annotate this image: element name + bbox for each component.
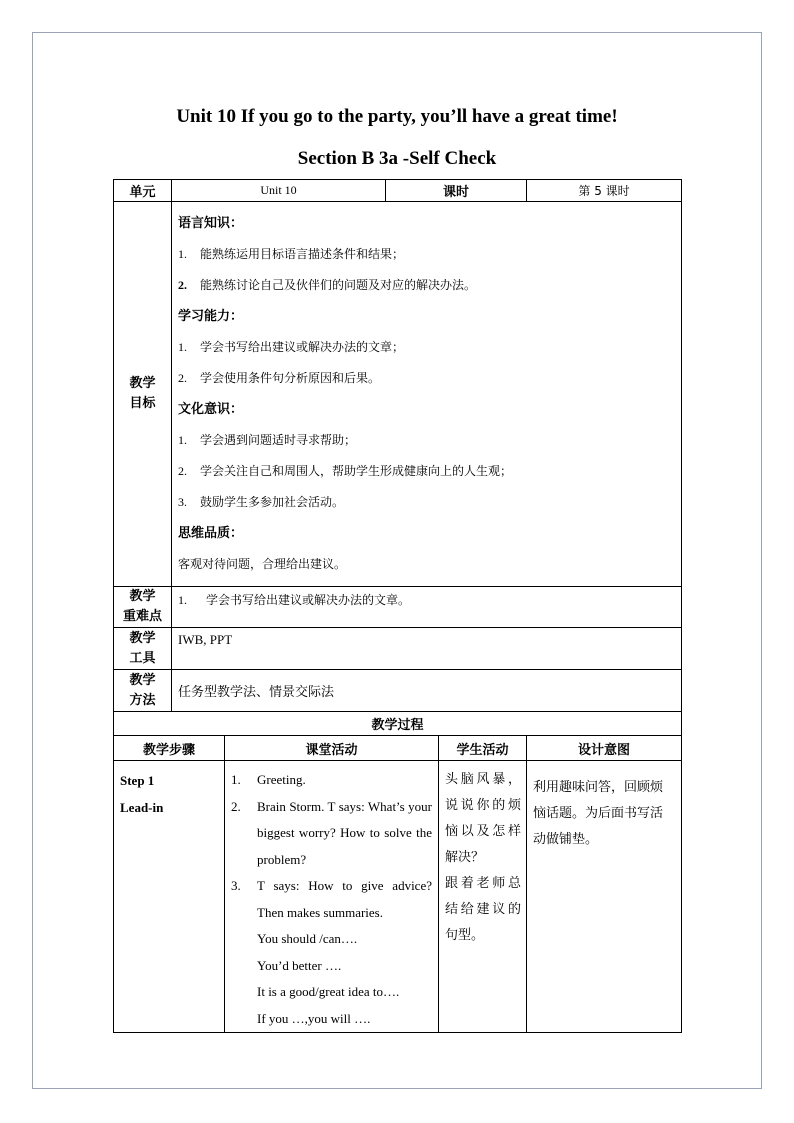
tools-label [114,628,172,670]
col-header-activity: 课堂活动 [225,736,439,761]
document-title: Unit 10 If you go to the party, you’ll have a great time! [176,106,618,127]
unit-row [114,180,682,202]
col-header-student: 学生活动 [439,736,527,761]
objective-heading-thinking: 思维品质： [178,526,244,541]
difficulty-label [114,587,172,628]
objectives-label-text: 教学 目标 [129,376,156,411]
difficulty-content [172,587,682,628]
activity-item: 1. Greeting. [231,772,306,787]
tools-row [114,628,682,670]
difficulty-row [114,587,682,628]
objective-heading-language: 语言知识： [178,216,244,231]
col-header-step: 教学步骤 [114,736,225,761]
difficulty-num: 1. [178,593,187,607]
activity-item: 2. Brain Storm. T says: What’s your biggest worry? How to solve the problem? [231,798,432,867]
process-title-row [114,712,682,736]
col-header-design: 设计意图 [527,736,682,761]
activity-pattern: If you …,you will …. [257,1010,371,1026]
tools-label-text: 教学 工具 [129,630,156,666]
tools-content: IWB, PPT [172,628,682,670]
activity-pattern: You should /can…. [257,931,358,946]
activity-cell [225,761,439,1033]
methods-content: 任务型教学法、情景交际法 [172,670,682,712]
methods-row [114,670,682,712]
step-cell [114,761,225,1033]
process-step-row [114,761,682,1033]
activity-item: 3. T says: How to give advice? Then makes summaries. [231,878,432,920]
methods-label-text: 教学 方法 [129,672,156,708]
objectives-label [114,202,172,587]
unit-label: 单元 [114,180,172,202]
activity-pattern: It is a good/great idea to…. [257,984,400,999]
process-title: 教学过程 [114,712,682,736]
objectives-row [114,202,682,587]
objective-item: 3. 鼓励学生多参加社会活动。 [178,495,345,509]
document-subtitle: Section B 3a -Self Check [297,148,497,169]
objective-item: 2. 能熟练讨论自己及伙伴们的问题及对应的解决办法。 [178,278,477,292]
difficulty-text: 学会书写给出建议或解决办法的文章。 [206,593,411,607]
step-number: Step 1 [120,773,155,788]
lesson-plan-table [113,179,682,1033]
lesson-value: 第 5 课时 [527,180,682,202]
objective-item: 1. 能熟练运用目标语言描述条件和结果； [178,247,405,261]
difficulty-label-text: 教学 重难点 [122,589,162,624]
objectives-content [172,202,682,587]
objective-item: 1. 学会遇到问题适时寻求帮助； [178,433,357,447]
student-activity-cell: 头脑风暴，说说你的烦恼以及怎样解决？ 跟着老师总结给建议的句型。 [439,761,527,1033]
lesson-label: 课时 [386,180,527,202]
objective-item: 1. 学会书写给出建议或解决办法的文章； [178,340,405,354]
process-header-row [114,736,682,761]
activity-pattern: You’d better …. [257,957,342,973]
objective-item: 2. 学会使用条件句分析原因和后果。 [178,371,381,385]
step-name: Lead-in [120,800,164,815]
objective-item: 客观对待问题，合理给出建议。 [178,557,347,571]
objective-heading-culture: 文化意识： [178,402,244,417]
unit-value: Unit 10 [172,180,386,202]
methods-label [114,670,172,712]
objective-heading-learning: 学习能力： [178,309,244,324]
design-intent-cell: 利用趣味问答，回顾烦恼话题。为后面书写活动做铺垫。 [527,761,682,1033]
objective-item: 2. 学会关注自己和周围人，帮助学生形成健康向上的人生观； [178,464,513,478]
